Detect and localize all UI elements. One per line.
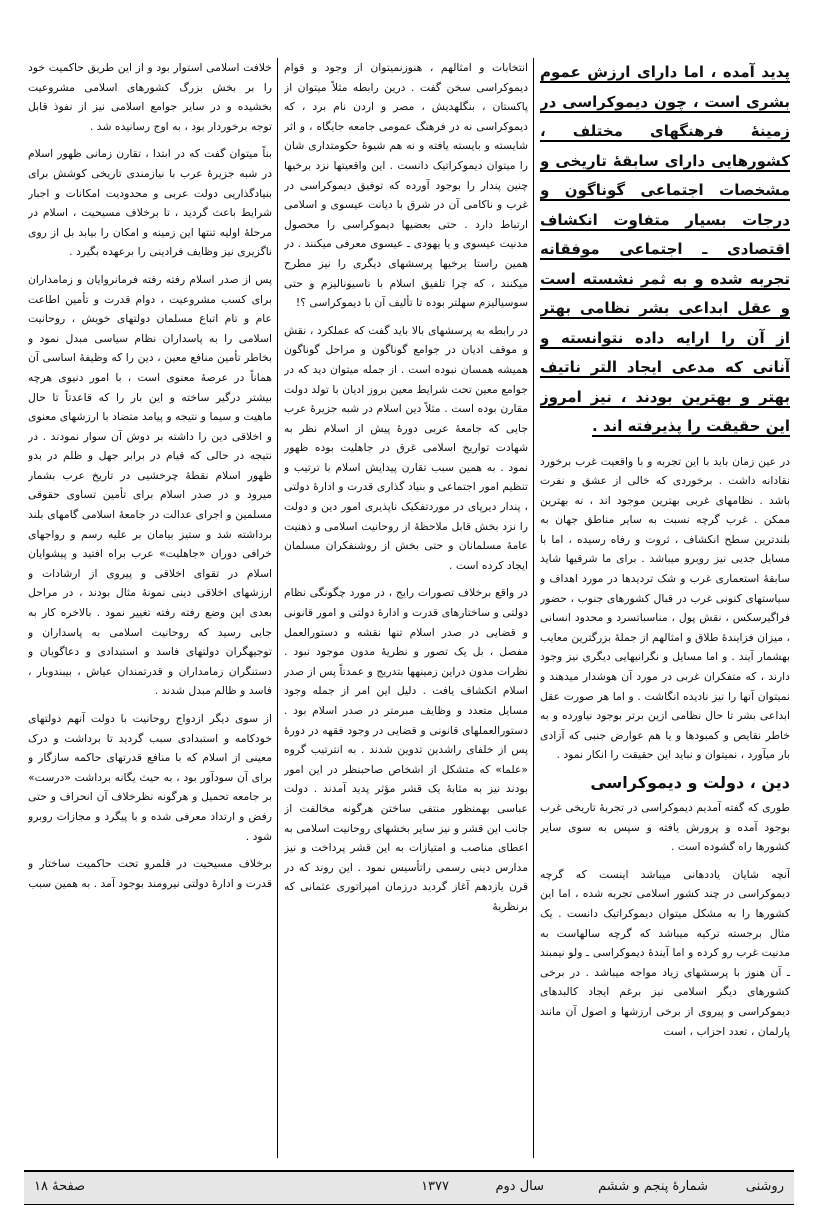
year-label: سال دوم <box>495 1179 544 1194</box>
section-heading: دین ، دولت و دیموکراسی <box>590 773 790 792</box>
lead-text: پدید آمده ، اما دارای ارزش عموم بشری است ، چون دیموکراسی در زمینهٔ فرهنگهای مختلف ، کشورهایی دارای سابقهٔ تاریخی و مشخصات اجتماعی گوناگون و درجات بسیار متفاوت انکشاف اقتصادی ـ اجتماعی موفقانه تجربه شده و به ثمر نشسته است و عقل ابداعی بشر نظامی بهتر از آن را ارایه داده نتوانسته و آنانی که مدعی ایجاد التر ناتیف بهتر و بهترین بودند ، نیز امروز این حقیقت را پذیرفته اند . <box>540 63 790 435</box>
column-divider <box>533 58 534 1158</box>
article-page <box>28 58 790 1158</box>
column-divider <box>277 58 278 1158</box>
column-middle <box>284 58 528 1158</box>
year-number: ۱۳۷۷ <box>421 1179 449 1194</box>
column-right <box>540 58 790 1158</box>
page-footer <box>24 1170 794 1205</box>
paragraph: انتخابات و امثالهم ، هنوزنمیتوان از وجود و قوام دیموکراسی سخن گفت . درین رابطه مثلاً میتوان از پاکستان ، بنگلهدیش ، مصر و اردن نام برد ، که دیموکراسی نه در فرهنگ عمومی جامعه جایگاه ، و اثر شایسته و بایسته یافته و نه هم شیوهٔ حکومتداری شان را میتوان دیموکراتیک دانست . این واقعیتها نزد برخیها چنین پندار را بوجود آورده که توفیق دیموکراسی در غرب و ناکامی آن در شرق با دیانت عیسوی و اسلامی ارتباط دارد . حتی بعضیها دیموکراسی را محصول مدنیت عیسوی و یا یهودی ـ عیسوی معرفی میکنند . در همین راستا برخیها پرسشهای دیگری را نیز مطرح میکنند ، که چرا تلفیق اسلام با ناسیونالیزم و حتی سوسیالیزم سهلتر بوده تا تألیف آن با دیموکراسی ؟! <box>284 61 528 310</box>
paragraph: در رابطه به پرسشهای بالا باید گفت که عملکرد ، نقش و موقف ادیان در جوامع گوناگون و مراحل گوناگون همیشه همسان نبوده است . از جمله میتوان دید که در جوامع معین تحت شرایط معین بروز ادیان با تولد دولت مقارن بوده است . مثلاً دین اسلام در شبه جزیرهٔ عرب جایی که جامعهٔ عربی دورهٔ پیش از اسلام نظر به شهادت تواریخ اسلامی غرق در جاهلیت بوده ظهور نمود . به همین سبب تقارن پیدایش اسلام با ترتیب و تنظیم امور اجتماعی و بنیاد گذاری قدرت و ادارهٔ دولتی ، پندار دیرپای در موردتفکیک ناپذیری امور دین و دولت را نزد بخش قابل ملاحظهٔ از روحانیت اسلامی و ذهنیت عامهٔ مسلمانان و حتی بخش از روشنفکران مسلمان ایجاد کرده است . <box>284 323 528 572</box>
paragraph: پس از صدر اسلام رفته رفته فرمانروایان و زمامداران برای کسب مشروعیت ، دوام قدرت و تأمین اطاعت عام و تام اتباع مسلمان دولتهای خویش ، روحانیت اسلامی را به پاسداران نظام سیاسی مبدل نمود و بخاطر تأمین منافع معین ، دین را که وظیفهٔ اساسی آن هماناً در عرصهٔ معنوی است ، با امور دنیوی هرچه بیشتر درگیر ساخته و این بار را که قاعدتاً تا حال ماهیت و سیما و نتیجه و پیامد متضاد با ارزشهای معنوی و اخلاقی دین را داشته بر دوش آن سوار نمودند . در نتیجه در حالی که قیام در برابر جهل و ظلم در بدو ظهور اسلام نقطهٔ چرخشیی در تاریخ عرب بشمار میرود و در صدر اسلام برای تأمین تساوی حقوقی مسلمین و اجرای عدالت در جامعهٔ اسلامی گامهای بلند برداشته شد و ستیز بیامان بر علیه رسم و رواجهای خرافی دوران «جاهلیت» عرب براه افتید و پیشوایان اسلام در تقوای اخلاقی و پیروی از ارشادات و ارزشهای اخلاقی دینی نمونهٔ مثال بودند ، در مراحل بعدی این وضع رفته رفته تغییر نمود . بالاخره کار به جایی رسید که روحانیت اسلامی به پاسداران و توجیهگران دولتهای فاسد و استبدادی و دعاگویان و دستنگران زمامداران و قدرتمندان عیاش ، بیبندوبار ، فاسد و ظالم مبدل شدند . <box>28 272 272 698</box>
paragraph: در عین زمان باید با این تجربه و با واقعیت غرب برخورد نقادانه داشت . برخوردی که خالی از عشق و نفرت باشد . نظامهای غربی بهترین موجود اند ، نه بهترین ممکن . غرب گرچه نسبت به سایر مناطق جهان به بلندترین سطح انکشاف ، ثروت و رفاه رسیده ، اما با مسایل جدیی نیز روبرو میباشد . برای ما شرقیها شاید سابقهٔ استعماری غرب و شک تردیدها در مورد اهداف و سیاستهای کنونی غرب در قبال کشورهای جنوب ، حضور فراگیرسکس ، نقش پول ، مناسباتسرد و محدود انسانی ، میزان فزایندهٔ طلاق و امثالهم از جملهٔ بزرگترین معایب بهشمار آیند . و اما مسایل و نگرانیهایی دیگری نیز وجود دارند ، که متفکران غربی در مورد آن هوشدار میدهند و نمیتوان آنها را نیز نادیده انگاشت . و اما هر صورت عقل ابداعی بشر تا حال نظامی ازین برتر بوجود نیاورده و به خاطر نقایص و کمبودها و یا هم عوارض جنبی که آزادی بار میآورد ، نمیتوان و نباید این حقیقت را انکار نمود . <box>540 454 790 762</box>
page-number: صفحهٔ ۱۸ <box>34 1179 86 1194</box>
paragraph: طوری که گفته آمدیم دیموکراسی در تجربهٔ تاریخی غرب بوجود آمده و پرورش یافته و سپس به سوی سایر کشورها راه گشوده است . <box>540 801 790 854</box>
paragraph: برخلاف مسیحیت در قلمرو تحت حاکمیت ساختار و قدرت و ادارهٔ دولتی نیرومند بوجود آمد . به همین سبب <box>28 857 272 890</box>
issue-label: شمارهٔ پنجم و ششم <box>598 1179 708 1194</box>
lead-paragraph <box>540 58 790 442</box>
paragraph: در واقع برخلاف تصورات رایج ، در مورد چگونگی نظام دولتی و ساختارهای قدرت و ادارهٔ دولتی و امور قانونی و قضایی در صدر اسلام تنها نقشه و دستورالعمل مفصل ، بل یک تصور و نظریهٔ مدون موجود نبود . نظرات مدون دراین زمینهها بتدریج و عمدتاً پس از صدر اسلام انکشاف یافت . دلیل این امر از جمله وجود مسایل متعدد و وظایف مبرمتر در صدر اسلام بود . دستورالعملهای قانونی و قضایی در وجود فقهه در دورهٔ پس از خلفای راشدین تدوین شدند . به انترتیب گروه «علما» که متشکل از اشخاص صاحبنظر در این امور بودند نیز به مثابهٔ یک قشر مؤثر پدید آمدند . دولت عباسی بهمنظور منتفی ساختن هرگونه مخالفت از جانب این قشر و نیز سایر بخشهای روحانیت اسلامی به اعطای مناصب و امتیازات به این قشر پرداخت و نیز مدارس دینی رسمی راتأسیس نمود . این روند که در قرن یازدهم آغاز گردید درزمان امپراتوری عثمانی که برنظریهٔ <box>284 586 528 913</box>
column-left <box>28 58 272 1158</box>
magazine-name: روشنی <box>745 1179 784 1194</box>
paragraph: خلافت اسلامی استوار بود و از این طریق حاکمیت خود را بر بخش بزرگ کشورهای اسلامی مشروعیت بخشیده و در سایر جوامع اسلامی نیز از نفوذ قابل توجه برخوردار بود ، به اوج رسانیده شد . <box>28 61 272 133</box>
paragraph: آنچه شایان یاددهانی میباشد اینست که گرچه دیموکراسی در چند کشور اسلامی تجربه شده ، اما این کشورها را به مشکل میتوان دیموکراتیک دانست . یک مثال برجسته ترکیه میباشد که گرچه سالهاست به مدنیت غرب رو کرده و اما آیندهٔ دیموکراسی ـ ولو نیمبند ـ آن هنوز با پرسشهای زیاد مواجه میباشد . در برخی کشورهای دیگر اسلامی نیز برغم ایجاد کالبدهای دیموکراسی و پیروی از برخی ارزشها و اصول آن مانند پارلمان ، تعدد احزاب ، است <box>540 867 790 1038</box>
paragraph: بناً میتوان گفت که در ابتدا ، تقارن زمانی ظهور اسلام در شبه جزیرهٔ عرب با نیازمندی تاریخی کوشش برای بنیادگذاریی دولت عربی و محدودیت امکانات و اجبار شرایط باعث گردید ، تا برخلاف مسیحیت ، اسلام در مرحلهٔ اولیه تنتها این زمینه و امکان را بیابد بل از روی ناگزیری نیز وظایف فرادینی را برعهده بگیرد . <box>28 147 272 259</box>
paragraph: از سوی دیگر ازدواج روحانیت با دولت آنهم دولتهای خودکامه و استبدادی سبب گردید تا برداشت و درک معینی از اسلام که با منافع قدرتهای حاکمه سازگار و برای آن سودآور بود ، به حیث یگانه برداشت «درست» بر جامعه تحمیل و هرگونه نظرخلاف آن انحراف و حتی رفض و ارتداد معرفی شده و با پیگرد و مجازات روبرو شود . <box>28 712 272 843</box>
